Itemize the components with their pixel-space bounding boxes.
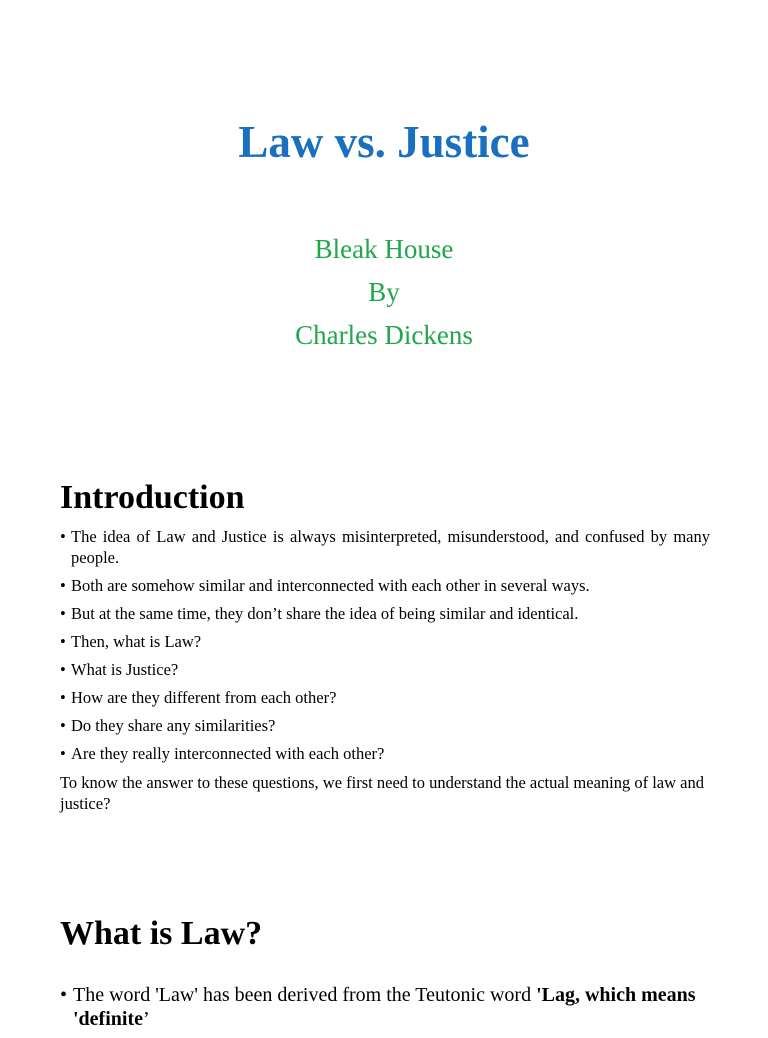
subtitle-by: By xyxy=(368,277,400,307)
list-item xyxy=(60,575,710,596)
list-item xyxy=(60,715,710,736)
bullet-text: How are they different from each other? xyxy=(71,688,337,707)
list-item xyxy=(60,687,710,708)
bullet-icon: • xyxy=(60,576,66,595)
bullet-text: But at the same time, they don’t share the idea of being similar and identical. xyxy=(71,604,579,623)
bullet-icon: • xyxy=(60,527,66,546)
bullet-icon: • xyxy=(60,744,66,763)
what-is-law-slide xyxy=(0,870,768,1030)
bullet-icon: • xyxy=(60,716,66,735)
bullet-text-suffix: ’ xyxy=(143,1008,150,1030)
bullet-text-bold: 'Lag, which means 'definite xyxy=(73,984,696,1030)
list-item xyxy=(60,631,710,652)
bullet-text: Then, what is Law? xyxy=(71,632,202,651)
law-bullet-list xyxy=(60,983,710,1038)
presentation-title: Law vs. Justice xyxy=(238,117,530,167)
bullet-icon: • xyxy=(60,984,68,1006)
introduction-bullet-list xyxy=(60,526,710,771)
bullet-icon: • xyxy=(60,604,66,623)
list-item xyxy=(60,603,710,624)
what-is-law-heading: What is Law? xyxy=(60,915,263,952)
subtitle-book: Bleak House xyxy=(314,234,454,264)
title-slide xyxy=(0,0,768,430)
bullet-text: Both are somehow similar and interconnected with each other in several ways. xyxy=(71,576,590,595)
bullet-text: The idea of Law and Justice is always misinterpreted, misunderstood, and confused by many people. xyxy=(71,527,710,567)
list-item xyxy=(60,743,710,764)
introduction-slide xyxy=(0,430,768,870)
introduction-closing-text: To know the answer to these questions, we first need to understand the actual meaning of law and justice? xyxy=(60,773,704,813)
bullet-text: Do they share any similarities? xyxy=(71,716,276,735)
bullet-text-prefix: The word 'Law' has been derived from the Teutonic word xyxy=(73,984,537,1006)
bullet-icon: • xyxy=(60,632,66,651)
bullet-text: What is Justice? xyxy=(71,660,179,679)
bullet-text: Are they really interconnected with each other? xyxy=(71,744,385,763)
list-item xyxy=(60,526,710,568)
subtitle-block xyxy=(0,228,768,357)
subtitle-author: Charles Dickens xyxy=(295,320,473,350)
introduction-heading: Introduction xyxy=(60,479,245,516)
bullet-icon: • xyxy=(60,660,66,679)
bullet-icon: • xyxy=(60,688,66,707)
list-item xyxy=(60,659,710,680)
